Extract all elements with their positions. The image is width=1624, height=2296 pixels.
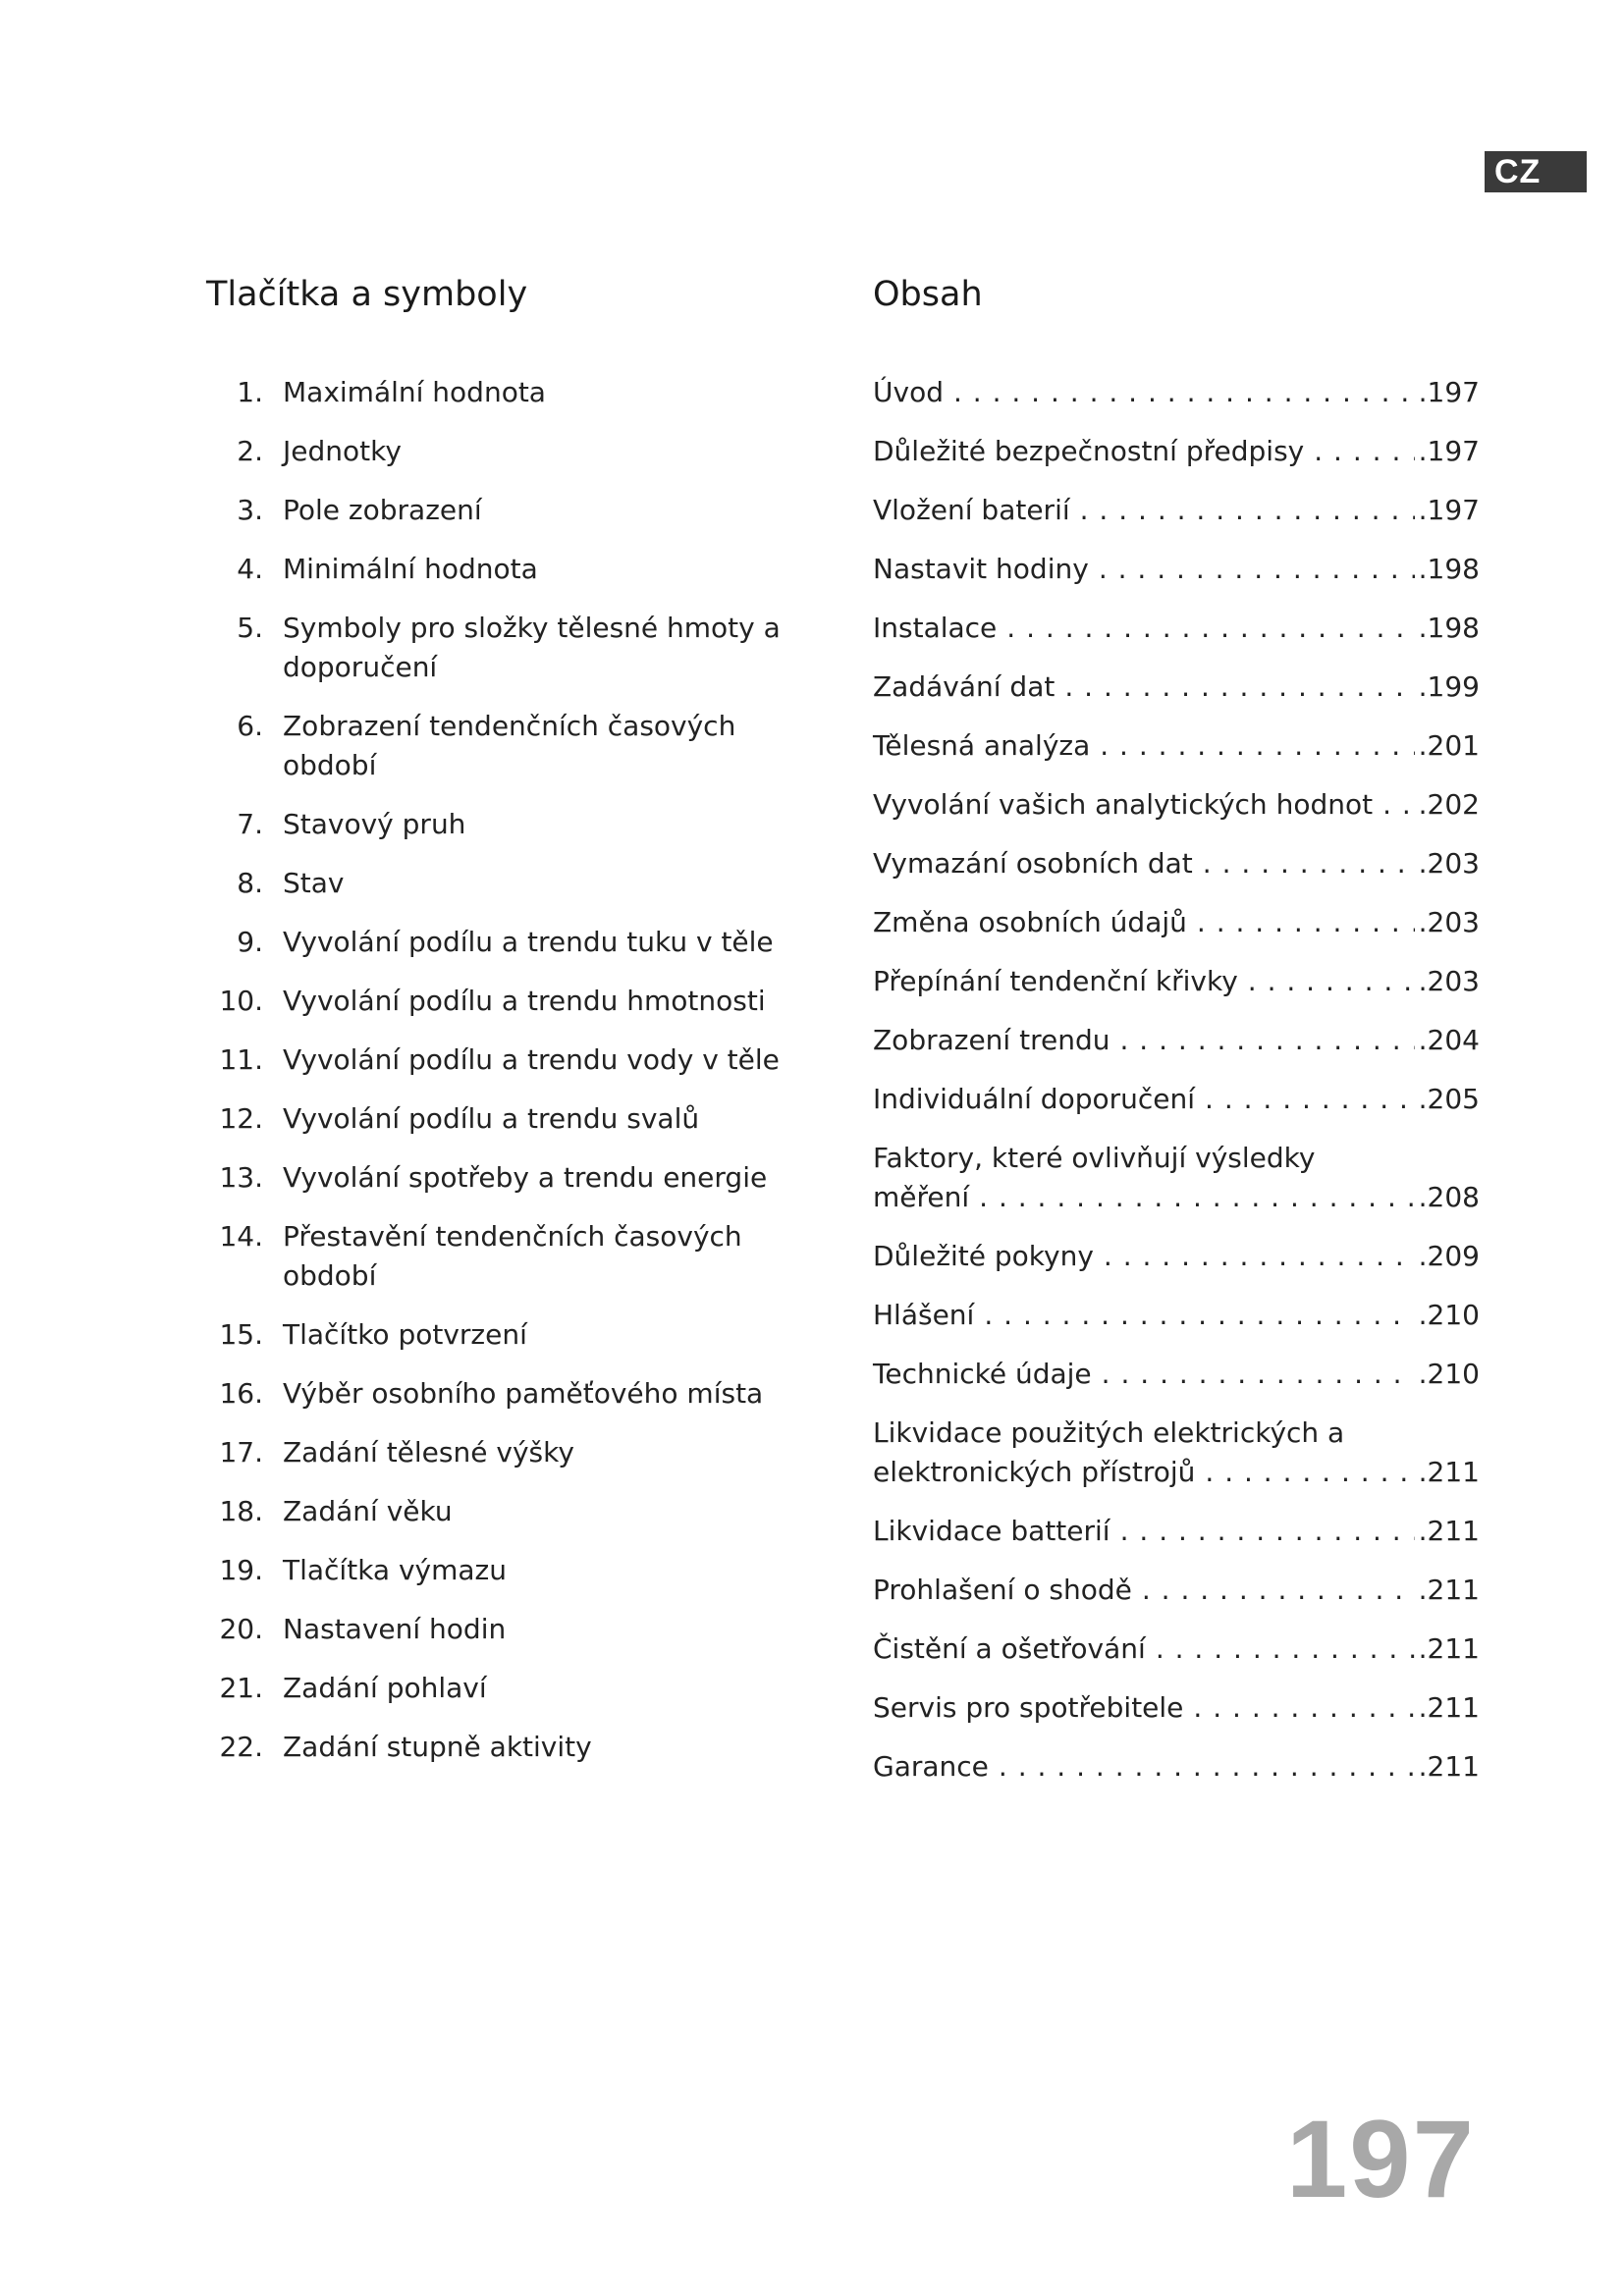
toc-dot-leader bbox=[984, 1296, 1414, 1335]
symbol-item-label: Zadání stupně aktivity bbox=[283, 1731, 592, 1763]
symbol-item-label: Zobrazení tendenčních časových období bbox=[283, 710, 736, 781]
symbol-item-number: 15. bbox=[219, 1318, 263, 1351]
toc-entry-page: .203 bbox=[1418, 906, 1480, 938]
symbol-item-number: 7. bbox=[237, 808, 263, 840]
symbol-item-number: 9. bbox=[237, 926, 263, 958]
symbol-list-item bbox=[206, 1610, 815, 1649]
toc-entry[interactable] bbox=[873, 785, 1480, 825]
toc-dot-leader bbox=[1102, 1355, 1415, 1394]
toc-dot-leader bbox=[1314, 432, 1414, 471]
symbol-list-item bbox=[206, 609, 815, 687]
symbol-item-number: 20. bbox=[219, 1613, 263, 1645]
toc-entry-label: Vymazání osobních dat bbox=[873, 847, 1193, 880]
toc-entry[interactable] bbox=[873, 550, 1480, 589]
toc-entry-label: Důležité pokyny bbox=[873, 1240, 1094, 1272]
toc-entry-label: Zadávání dat bbox=[873, 670, 1056, 703]
toc-entry-page: .211 bbox=[1418, 1750, 1480, 1783]
toc-dot-leader bbox=[1193, 1688, 1414, 1728]
toc-entry-page: .199 bbox=[1418, 670, 1480, 703]
buttons-symbols-list bbox=[206, 373, 815, 1787]
toc-entry[interactable] bbox=[873, 491, 1480, 530]
toc-entry[interactable] bbox=[873, 1571, 1480, 1610]
symbol-item-number: 22. bbox=[219, 1731, 263, 1763]
symbol-item-label: Vyvolání spotřeby a trendu energie bbox=[283, 1161, 768, 1194]
toc-entry-page: .197 bbox=[1418, 494, 1480, 526]
buttons-section-title: Tlačítka a symboly bbox=[206, 275, 528, 314]
symbol-item-number: 2. bbox=[237, 435, 263, 467]
toc-entry-page: .202 bbox=[1418, 788, 1480, 821]
symbol-item-label: Tlačítka výmazu bbox=[283, 1554, 507, 1586]
toc-entry-label: Změna osobních údajů bbox=[873, 906, 1187, 938]
symbol-item-label: Symboly pro složky tělesné hmoty a doporučení bbox=[283, 612, 781, 683]
symbol-item-label: Zadání tělesné výšky bbox=[283, 1436, 574, 1468]
toc-entry-page: .197 bbox=[1418, 376, 1480, 408]
toc-entry-page: .203 bbox=[1418, 965, 1480, 997]
toc-entry[interactable] bbox=[873, 844, 1480, 883]
symbol-item-label: Stav bbox=[283, 867, 345, 899]
toc-entry[interactable] bbox=[873, 1414, 1480, 1492]
toc-entry-page: .203 bbox=[1418, 847, 1480, 880]
toc-entry-page: .198 bbox=[1418, 612, 1480, 644]
symbol-item-number: 6. bbox=[237, 710, 263, 742]
toc-entry[interactable] bbox=[873, 1688, 1480, 1728]
symbol-list-item bbox=[206, 1433, 815, 1472]
symbol-list-item bbox=[206, 1492, 815, 1531]
toc-dot-leader bbox=[1104, 1237, 1415, 1276]
toc-entry-label: Tělesná analýza bbox=[873, 729, 1091, 762]
toc-dot-leader bbox=[1205, 1453, 1414, 1492]
toc-entry[interactable] bbox=[873, 432, 1480, 471]
toc-dot-leader bbox=[953, 373, 1415, 412]
toc-entry-first-line: Likvidace použitých elektrických a bbox=[873, 1416, 1345, 1449]
toc-dot-leader bbox=[1120, 1512, 1415, 1551]
toc-entry-label: elektronických přístrojů bbox=[873, 1456, 1196, 1488]
toc-dot-leader bbox=[1119, 1021, 1414, 1060]
toc-entry-label: Prohlašení o shodě bbox=[873, 1574, 1132, 1606]
symbol-list-item bbox=[206, 707, 815, 785]
toc-dot-leader bbox=[1203, 844, 1415, 883]
toc-entry[interactable] bbox=[873, 373, 1480, 412]
symbol-list-item bbox=[206, 1099, 815, 1139]
toc-entry[interactable] bbox=[873, 609, 1480, 648]
toc-entry-page: .205 bbox=[1418, 1083, 1480, 1115]
symbol-list-item bbox=[206, 1551, 815, 1590]
symbol-list-item bbox=[206, 805, 815, 844]
toc-entry-page: .204 bbox=[1418, 1024, 1480, 1056]
symbol-list-item bbox=[206, 1315, 815, 1355]
toc-entry[interactable] bbox=[873, 1355, 1480, 1394]
symbol-list-item bbox=[206, 1728, 815, 1767]
symbol-item-label: Zadání věku bbox=[283, 1495, 453, 1527]
toc-entry-label: Přepínání tendenční křivky bbox=[873, 965, 1238, 997]
symbol-item-number: 12. bbox=[219, 1102, 263, 1135]
toc-entry[interactable] bbox=[873, 667, 1480, 707]
symbol-item-label: Výběr osobního paměťového místa bbox=[283, 1377, 764, 1410]
toc-entry-label: Garance bbox=[873, 1750, 989, 1783]
symbol-list-item bbox=[206, 982, 815, 1021]
symbol-item-number: 13. bbox=[219, 1161, 263, 1194]
toc-entry-page: .211 bbox=[1418, 1456, 1480, 1488]
symbol-item-number: 19. bbox=[219, 1554, 263, 1586]
toc-entry[interactable] bbox=[873, 1237, 1480, 1276]
symbol-list-item bbox=[206, 1374, 815, 1414]
toc-entry[interactable] bbox=[873, 962, 1480, 1001]
toc-entry-page: .201 bbox=[1418, 729, 1480, 762]
toc-dot-leader bbox=[1064, 667, 1414, 707]
symbol-item-label: Stavový pruh bbox=[283, 808, 466, 840]
symbol-item-label: Vyvolání podílu a trendu hmotnosti bbox=[283, 985, 766, 1017]
symbol-item-label: Vyvolání podílu a trendu tuku v těle bbox=[283, 926, 774, 958]
toc-entry-label: Technické údaje bbox=[873, 1358, 1092, 1390]
symbol-item-label: Nastavení hodin bbox=[283, 1613, 507, 1645]
symbol-list-item bbox=[206, 373, 815, 412]
symbol-item-label: Vyvolání podílu a trendu svalů bbox=[283, 1102, 700, 1135]
toc-entry-page: .211 bbox=[1418, 1632, 1480, 1665]
symbol-list-item bbox=[206, 1669, 815, 1708]
symbol-list-item bbox=[206, 1041, 815, 1080]
symbol-item-number: 18. bbox=[219, 1495, 263, 1527]
symbol-item-number: 4. bbox=[237, 553, 263, 585]
toc-dot-leader bbox=[1156, 1629, 1415, 1669]
toc-entry-label: Vyvolání vašich analytických hodnot bbox=[873, 788, 1374, 821]
toc-entry-page: .198 bbox=[1418, 553, 1480, 585]
toc-entry[interactable] bbox=[873, 1139, 1480, 1217]
symbol-item-number: 5. bbox=[237, 612, 263, 644]
symbol-list-item bbox=[206, 1217, 815, 1296]
toc-entry-label: Servis pro spotřebitele bbox=[873, 1691, 1184, 1724]
symbol-list-item bbox=[206, 923, 815, 962]
symbol-item-number: 3. bbox=[237, 494, 263, 526]
toc-dot-leader bbox=[1248, 962, 1415, 1001]
symbol-item-label: Minimální hodnota bbox=[283, 553, 538, 585]
toc-entry-label: Zobrazení trendu bbox=[873, 1024, 1110, 1056]
toc-entry[interactable] bbox=[873, 1747, 1480, 1787]
toc-entry-label: Důležité bezpečnostní předpisy bbox=[873, 435, 1305, 467]
toc-entry[interactable] bbox=[873, 726, 1480, 766]
symbol-item-number: 1. bbox=[237, 376, 263, 408]
symbol-item-number: 8. bbox=[237, 867, 263, 899]
toc-entry[interactable] bbox=[873, 903, 1480, 942]
symbol-list-item bbox=[206, 432, 815, 471]
symbol-item-label: Tlačítko potvrzení bbox=[283, 1318, 527, 1351]
symbol-list-item bbox=[206, 864, 815, 903]
contents-section-title: Obsah bbox=[873, 275, 983, 314]
symbol-item-label: Jednotky bbox=[283, 435, 402, 467]
toc-entry-page: .197 bbox=[1418, 435, 1480, 467]
toc-dot-leader bbox=[1197, 903, 1415, 942]
symbol-list-item bbox=[206, 1158, 815, 1198]
toc-entry-label: Instalace bbox=[873, 612, 998, 644]
toc-dot-leader bbox=[1100, 726, 1414, 766]
toc-dot-leader bbox=[1099, 550, 1415, 589]
toc-entry[interactable] bbox=[873, 1629, 1480, 1669]
toc-entry-label: Nastavit hodiny bbox=[873, 553, 1089, 585]
toc-dot-leader bbox=[979, 1178, 1415, 1217]
symbol-item-label: Vyvolání podílu a trendu vody v těle bbox=[283, 1043, 780, 1076]
symbol-item-number: 21. bbox=[219, 1672, 263, 1704]
toc-entry-label: Hlášení bbox=[873, 1299, 975, 1331]
toc-dot-leader bbox=[1142, 1571, 1415, 1610]
toc-entry-label: Úvod bbox=[873, 376, 944, 408]
toc-entry-page: .211 bbox=[1418, 1515, 1480, 1547]
toc-dot-leader bbox=[1080, 491, 1415, 530]
toc-dot-leader bbox=[1006, 609, 1414, 648]
symbol-item-number: 11. bbox=[219, 1043, 263, 1076]
toc-entry-label: Likvidace batterií bbox=[873, 1515, 1110, 1547]
toc-entry[interactable] bbox=[873, 1021, 1480, 1060]
toc-entry-page: .211 bbox=[1418, 1691, 1480, 1724]
toc-entry-page: .210 bbox=[1418, 1358, 1480, 1390]
symbol-item-label: Maximální hodnota bbox=[283, 376, 546, 408]
toc-entry[interactable] bbox=[873, 1080, 1480, 1119]
toc-entry-first-line: Faktory, které ovlivňují výsledky bbox=[873, 1142, 1316, 1174]
toc-entry-label: Čistění a ošetřování bbox=[873, 1632, 1146, 1665]
symbol-list-item bbox=[206, 550, 815, 589]
page-number: 197 bbox=[1286, 2098, 1476, 2220]
toc-entry[interactable] bbox=[873, 1296, 1480, 1335]
toc-entry-page: .211 bbox=[1418, 1574, 1480, 1606]
language-tab: CZ bbox=[1485, 151, 1587, 192]
toc-entry-page: .208 bbox=[1418, 1181, 1480, 1213]
symbol-item-number: 17. bbox=[219, 1436, 263, 1468]
symbol-item-number: 10. bbox=[219, 985, 263, 1017]
symbol-list-item bbox=[206, 491, 815, 530]
symbol-item-number: 14. bbox=[219, 1220, 263, 1253]
table-of-contents bbox=[873, 373, 1480, 1806]
toc-dot-leader bbox=[999, 1747, 1415, 1787]
symbol-item-label: Zadání pohlaví bbox=[283, 1672, 487, 1704]
symbol-item-label: Přestavění tendenčních časových období bbox=[283, 1220, 742, 1292]
symbol-item-label: Pole zobrazení bbox=[283, 494, 482, 526]
toc-dot-leader bbox=[1205, 1080, 1415, 1119]
toc-entry[interactable] bbox=[873, 1512, 1480, 1551]
toc-entry-page: .209 bbox=[1418, 1240, 1480, 1272]
toc-dot-leader bbox=[1382, 785, 1415, 825]
toc-entry-page: .210 bbox=[1418, 1299, 1480, 1331]
toc-entry-label: Individuální doporučení bbox=[873, 1083, 1196, 1115]
symbol-item-number: 16. bbox=[219, 1377, 263, 1410]
toc-entry-label: Vložení baterií bbox=[873, 494, 1070, 526]
toc-entry-label: měření bbox=[873, 1181, 970, 1213]
